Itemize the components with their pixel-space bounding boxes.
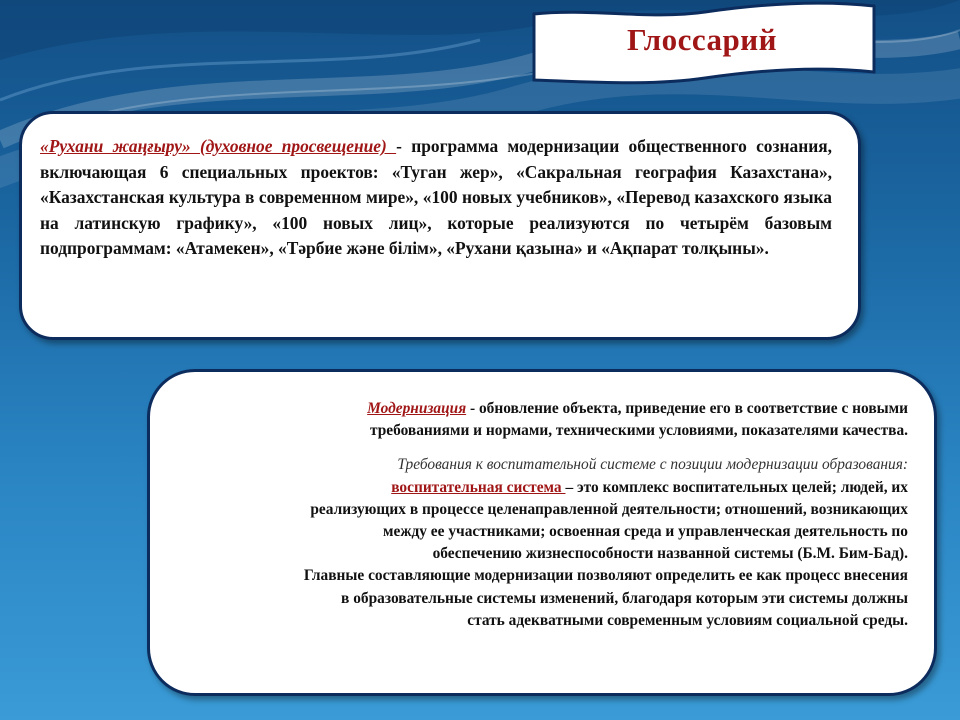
ruhani-definition-text: программа модернизации общественного сознания, включающая 6 специальных проектов: «Туган жер», «Сакральная география Казахстана», «Казахстанская культура в современном мире», «100 новых учебников», «Перевод казахского языка на латинскую графику», «100 новых лиц», которые реализуются по четырём базовым подпрограммам: «Атамекен», «Тәрбие және білім», «Рухани қазына» и «Ақпарат толқыны». (40, 136, 833, 259)
summary-line-3: стать адекватными современным условиям социальной среды. (467, 611, 908, 629)
term-modernization: Модернизация (367, 400, 467, 417)
slide-title: Глоссарий (627, 22, 777, 57)
summary-line-2: в образовательные системы изменений, благодаря которым эти системы должны (341, 589, 908, 607)
education-system-line-4: обеспечению жизнеспособности названной системы (Б.М. Бим-Бад). (432, 545, 908, 563)
modernization-def-1: - обновление объекта, приведение его в соответствие с новыми (466, 400, 908, 417)
education-system-line-1 (160, 477, 908, 499)
term-ruhani-zhangyru: «Рухани жаңғыру» (духовное просвещение) (40, 136, 397, 156)
education-system-line-3: между ее участниками; освоенная среда и управленческая деятельность по (383, 523, 908, 541)
modernization-definition-paragraph (160, 398, 908, 632)
requirements-intro: Требования к воспитательной системе с позиции модернизации образования: (397, 456, 908, 474)
paragraph-spacer (160, 442, 908, 454)
term-dash: - (396, 136, 412, 156)
education-system-line-2: реализующих в процессе целенаправленной деятельности; отношений, возникающих (310, 500, 908, 518)
modernization-line-1 (160, 398, 908, 420)
ruhani-definition-paragraph (40, 134, 832, 262)
modernization-line-2: требованиями и нормами, техническими условиями, показателями качества. (369, 422, 908, 440)
education-system-def-1: – это комплекс воспитательных целей; людей, их (565, 478, 908, 496)
summary-line-1: Главные составляющие модернизации позволяют определить ее как процесс внесения (303, 567, 908, 585)
term-education-system: воспитательная система (391, 478, 566, 496)
